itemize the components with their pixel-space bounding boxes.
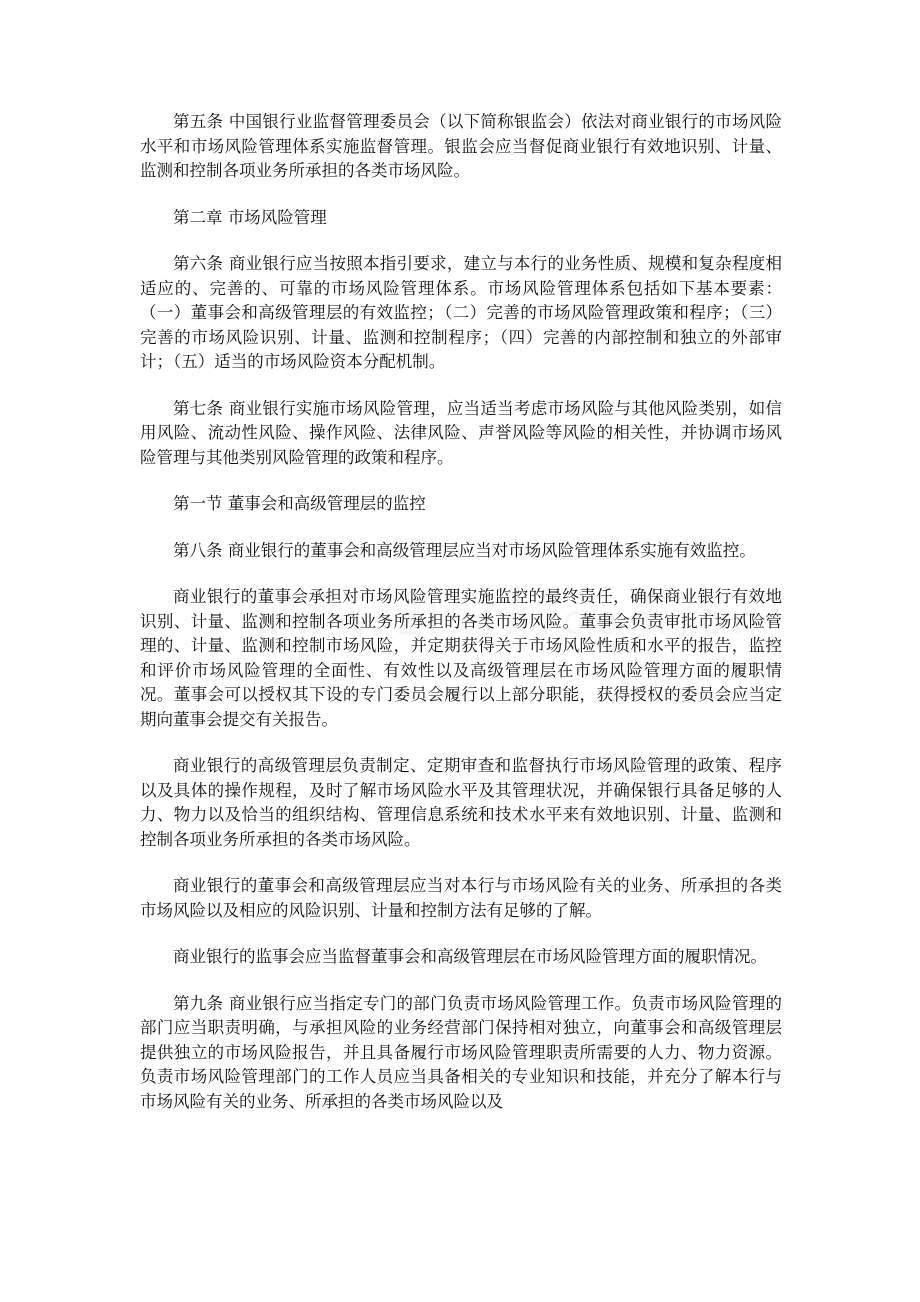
article-9: 第九条 商业银行应当指定专门的部门负责市场风险管理工作。负责市场风险管理的部门应当职责明确，与承担风险的业务经营部门保持相对独立，向董事会和高级管理层提供独立的市场风险报告，并且具备履行市场风险管理职责所需要的人力、物力资源。负责市场风险管理部门的工作人员应当具备相关的专业知识和技能，并充分了解本行与市场风险有关的业务、所承担的各类市场风险以及 (140, 993, 782, 1111)
paragraph-understanding: 商业银行的董事会和高级管理层应当对本行与市场风险有关的业务、所承担的各类市场风险以及相应的风险识别、计量和控制方法有足够的了解。 (140, 876, 782, 920)
article-7: 第七条 商业银行实施市场风险管理，应当适当考虑市场风险与其他风险类别，如信用风险、流动性风险、操作风险、法律风险、声誉风险等风险的相关性，并协调市场风险管理与其他类别风险管理的政策和程序。 (140, 398, 782, 467)
article-8: 第八条 商业银行的董事会和高级管理层应当对市场风险管理体系实施有效监控。 (173, 540, 756, 560)
paragraph-board: 商业银行的董事会承担对市场风险管理实施监控的最终责任，确保商业银行有效地识别、计量、监测和控制各项业务所承担的各类市场风险。董事会负责审批市场风险管理的、计量、监测和控制市场风险，并定期获得关于市场风险性质和水平的报告，监控和评价市场风险管理的全面性、有效性以及高级管理层在市场风险管理方面的履职情况。董事会可以授权其下设的专门委员会履行以上部分职能，获得授权的委员会应当定期向董事会提交有关报告。 (140, 587, 782, 729)
document-body (140, 110, 782, 1136)
paragraph-supervisory-board: 商业银行的监事会应当监督董事会和高级管理层在市场风险管理方面的履职情况。 (173, 947, 767, 966)
section-heading: 第一节 董事会和高级管理层的监控 (173, 494, 426, 513)
paragraph-senior-management: 商业银行的高级管理层负责制定、定期审查和监督执行市场风险管理的政策、程序以及具体的操作规程，及时了解市场风险水平及其管理状况，并确保银行具备足够的人力、物力以及恰当的组织结构、管理信息系统和技术水平来有效地识别、计量、监测和控制各项业务所承担的各类市场风险。 (140, 756, 782, 849)
article-6: 第六条 商业银行应当按照本指引要求，建立与本行的业务性质、规模和复杂程度相适应的、完善的、可靠的市场风险管理体系。市场风险管理体系包括如下基本要素：（一）董事会和高级管理层的有效监控；（二）完善的市场风险管理政策和程序；（三）完善的市场风险识别、计量、监测和控制程序；（四）完善的内部控制和独立的外部审计；（五）适当的市场风险资本分配机制。 (140, 254, 782, 371)
chapter-heading: 第二章 市场风险管理 (173, 207, 327, 227)
article-5: 第五条 中国银行业监督管理委员会（以下简称银监会）依法对商业银行的市场风险水平和市场风险管理体系实施监督管理。银监会应当督促商业银行有效地识别、计量、监测和控制各项业务所承担的各类市场风险。 (140, 112, 782, 180)
